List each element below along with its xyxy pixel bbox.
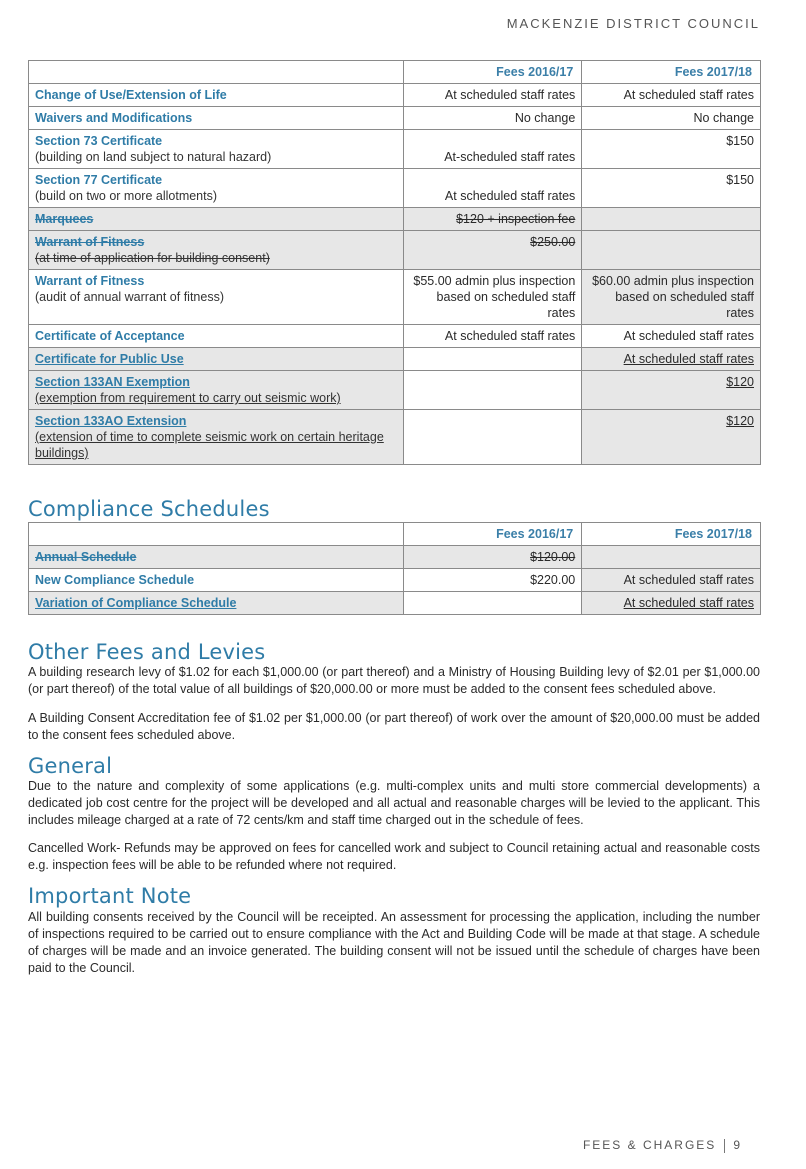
fee-item-name: Change of Use/Extension of Life (35, 88, 227, 102)
schedule-item-cell (29, 569, 404, 592)
table-row (29, 325, 761, 348)
fee-2016-cell (403, 410, 582, 465)
column-header-2016: Fees 2016/17 (403, 61, 582, 84)
fee-item-cell (29, 325, 404, 348)
fee-2017-cell: At scheduled staff rates (582, 325, 761, 348)
fee-item-description: (extension of time to complete seismic work on certain heritage buildings) (35, 430, 384, 460)
fee-item-cell (29, 371, 404, 410)
document-header: MACKENZIE DISTRICT COUNCIL (506, 16, 760, 31)
table-row (29, 169, 761, 208)
general-paragraph-2: Cancelled Work- Refunds may be approved on fees for cancelled work and subject to Council retaining actual and reasonable costs e.g. inspection fees will be able to be refunded where not required. (28, 841, 760, 872)
schedule-item-cell (29, 546, 404, 569)
table-row-new (29, 371, 761, 410)
header-blank-cell (29, 61, 404, 84)
fee-2017-cell: At scheduled staff rates (582, 348, 761, 371)
fee-item-cell (29, 84, 404, 107)
fee-item-cell (29, 231, 404, 270)
fee-item-description: (building on land subject to natural hazard) (35, 150, 272, 164)
fee-item-name: Section 133AN Exemption (35, 375, 190, 389)
table-header-row (29, 523, 761, 546)
schedule-item-name: Variation of Compliance Schedule (35, 596, 237, 610)
fee-2017-cell: $150 (582, 130, 761, 169)
fee-item-name: Certificate for Public Use (35, 352, 184, 366)
compliance-schedules-table (28, 522, 761, 615)
general-paragraph-1: Due to the nature and complexity of some applications (e.g. multi-complex units and multi store commercial developments) a dedicated job cost centre for the project will be developed and all actual and reasonable charges will be levied to the applicant. This includes mileage charged at a rate of 72 cents/km and staff time charged out in the schedule of fees. (28, 779, 760, 827)
fee-item-description: (exemption from requirement to carry out seismic work) (35, 391, 341, 405)
fee-item-name: Section 73 Certificate (35, 134, 163, 148)
fee-2016-cell: At-scheduled staff rates (403, 130, 582, 169)
fee-2016-cell: No change (403, 107, 582, 130)
fee-2016-cell: $120.00 (403, 546, 582, 569)
fee-item-cell (29, 410, 404, 465)
fee-2017-cell: No change (582, 107, 761, 130)
fee-item-cell (29, 270, 404, 325)
schedule-item-name: New Compliance Schedule (35, 573, 195, 587)
fee-2017-cell: At scheduled staff rates (582, 84, 761, 107)
table-row-deleted (29, 208, 761, 231)
table-row-new (29, 348, 761, 371)
footer-label: FEES & CHARGES (582, 1138, 717, 1153)
important-note-heading: Important Note (28, 884, 192, 908)
building-fees-table (28, 60, 761, 465)
fee-2017-cell: $60.00 admin plus inspection based on scheduled staff rates (582, 270, 761, 325)
fee-2017-cell: At scheduled staff rates (582, 592, 761, 615)
fee-2017-cell: At scheduled staff rates (582, 569, 761, 592)
fee-item-cell (29, 169, 404, 208)
fee-2016-cell: At scheduled staff rates (403, 325, 582, 348)
fee-2017-cell: $120 (582, 371, 761, 410)
fee-2016-cell: At scheduled staff rates (403, 169, 582, 208)
table-row (29, 84, 761, 107)
fee-item-description: (at time of application for building consent) (35, 251, 270, 265)
fee-item-cell (29, 208, 404, 231)
fee-2017-cell (582, 231, 761, 270)
fee-2016-cell (403, 348, 582, 371)
page-footer (583, 1138, 742, 1153)
fee-2016-cell (403, 371, 582, 410)
table-row-new (29, 410, 761, 465)
schedule-item-name: Annual Schedule (35, 550, 137, 564)
other-fees-heading: Other Fees and Levies (28, 640, 266, 664)
table-row (29, 107, 761, 130)
table-row-deleted (29, 546, 761, 569)
column-header-2017: Fees 2017/18 (582, 61, 761, 84)
fee-item-name: Section 77 Certificate (35, 173, 163, 187)
schedule-item-cell (29, 592, 404, 615)
column-header-2016: Fees 2016/17 (403, 523, 582, 546)
fee-2017-cell: $120 (582, 410, 761, 465)
fee-item-cell (29, 107, 404, 130)
header-blank-cell (29, 523, 404, 546)
fee-item-name: Marquees (35, 212, 94, 226)
fee-item-name: Certificate of Acceptance (35, 329, 185, 343)
other-fees-paragraph-1: A building research levy of $1.02 for each $1,000.00 (or part thereof) and a Ministry of Housing Building levy of $2.01 per $1,000.00 (or part thereof) of the total value of all buildings of $20,000.00 or more must be added to the consent fees scheduled above. (28, 665, 760, 696)
other-fees-paragraph-2: A Building Consent Accreditation fee of $1.02 per $1,000.00 (or part thereof) of work over the amount of $20,000.00 must be added to the consent fees scheduled above. (28, 711, 760, 742)
fee-item-name: Section 133AO Extension (35, 414, 187, 428)
fee-item-description: (audit of annual warrant of fitness) (35, 290, 224, 304)
fee-2016-cell: $55.00 admin plus inspection based on scheduled staff rates (403, 270, 582, 325)
fee-item-cell (29, 130, 404, 169)
fee-item-name: Warrant of Fitness (35, 274, 145, 288)
important-note-paragraph: All building consents received by the Council will be receipted. An assessment for processing the application, including the number of inspections required to be carried out to ensure compliance with the Act and Building Code will be made at that stage. A schedule of charges will be made and an invoice generated. The building consent will not be issued until the schedule of charges have been paid to the Council. (28, 910, 760, 975)
fee-item-name: Warrant of Fitness (35, 235, 145, 249)
page-number: 9 (733, 1138, 742, 1153)
fee-2017-cell: $150 (582, 169, 761, 208)
fee-2016-cell: $250.00 (403, 231, 582, 270)
table-row (29, 270, 761, 325)
table-row (29, 569, 761, 592)
table-row-deleted (29, 231, 761, 270)
fee-2017-cell (582, 546, 761, 569)
fee-2016-cell: $220.00 (403, 569, 582, 592)
column-header-2017: Fees 2017/18 (582, 523, 761, 546)
table-header-row (29, 61, 761, 84)
compliance-schedules-heading: Compliance Schedules (28, 497, 270, 521)
fee-item-name: Waivers and Modifications (35, 111, 193, 125)
fee-2017-cell (582, 208, 761, 231)
table-row-new (29, 592, 761, 615)
fee-2016-cell (403, 592, 582, 615)
fee-2016-cell: At scheduled staff rates (403, 84, 582, 107)
table-row (29, 130, 761, 169)
general-heading: General (28, 754, 113, 778)
footer-separator (724, 1139, 725, 1153)
fee-item-description: (build on two or more allotments) (35, 189, 218, 203)
fee-2016-cell: $120 + inspection fee (403, 208, 582, 231)
fee-item-cell (29, 348, 404, 371)
